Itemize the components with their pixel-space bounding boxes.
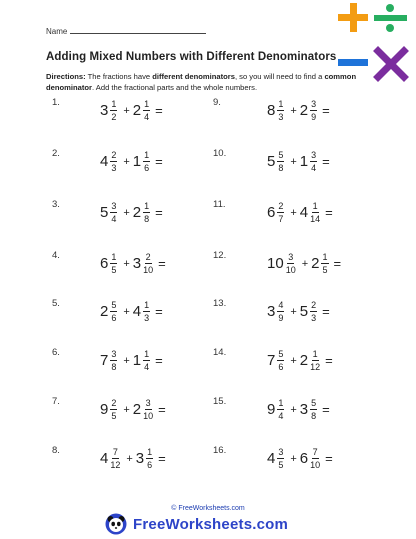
whole-number: 3 [100, 102, 109, 119]
problem-expression [100, 398, 166, 421]
numerator: 5 [311, 398, 317, 408]
numerator: 2 [311, 300, 317, 310]
problem-number: 13. [213, 298, 227, 309]
whole-number: 5 [100, 204, 109, 221]
problem-number: 1. [52, 97, 60, 108]
numerator: 2 [111, 398, 117, 408]
denominator: 5 [322, 265, 328, 275]
numerator: 3 [278, 447, 284, 457]
fraction [110, 99, 117, 122]
problem-number: 7. [52, 396, 60, 407]
denominator: 3 [311, 313, 317, 323]
directions-prefix: Directions: [46, 72, 86, 81]
whole-number: 5 [299, 303, 309, 320]
page-title: Adding Mixed Numbers with Different Denominators [46, 51, 337, 63]
divide-icon-dot-bottom [386, 24, 394, 32]
fraction [143, 300, 150, 323]
numerator: 3 [311, 99, 317, 109]
whole-number: 2 [132, 204, 142, 221]
plus-operator: + [123, 155, 130, 168]
equals-sign: = [325, 353, 333, 368]
denominator: 10 [143, 265, 154, 275]
panda-logo-icon [105, 513, 127, 535]
whole-number: 6 [100, 255, 109, 272]
fraction [277, 300, 284, 323]
denominator: 8 [111, 362, 117, 372]
plus-operator: + [123, 305, 130, 318]
footer-url: © FreeWorksheets.com [171, 505, 245, 512]
problem-expression [267, 252, 341, 275]
denominator: 3 [111, 163, 117, 173]
fraction [143, 150, 150, 173]
directions-text-1: The fractions have [85, 72, 153, 81]
equals-sign: = [333, 256, 342, 271]
equals-sign: = [158, 451, 166, 466]
numerator: 2 [145, 252, 151, 262]
denominator: 4 [311, 163, 317, 173]
problem-number: 4. [52, 250, 60, 261]
whole-number: 9 [100, 401, 109, 418]
whole-number: 1 [299, 153, 309, 170]
problem-number: 11. [213, 199, 226, 210]
problem-number: 5. [52, 298, 60, 309]
fraction [143, 349, 150, 372]
denominator: 4 [144, 362, 150, 372]
problem-expression [267, 150, 330, 173]
problem-number: 2. [52, 148, 60, 159]
equals-sign: = [155, 205, 163, 220]
numerator: 2 [278, 201, 284, 211]
equals-sign: = [322, 154, 330, 169]
brand-name: FreeWorksheets.com [133, 515, 289, 533]
numerator: 1 [111, 99, 117, 109]
whole-number: 7 [100, 352, 109, 369]
fraction [110, 447, 120, 470]
whole-number: 4 [267, 450, 276, 467]
problem-expression [267, 349, 333, 372]
numerator: 1 [144, 99, 150, 109]
whole-number: 2 [132, 401, 142, 418]
denominator: 4 [278, 411, 284, 421]
denominator: 5 [111, 265, 117, 275]
whole-number: 2 [299, 352, 309, 369]
plus-operator: + [123, 206, 130, 219]
problem-expression [100, 300, 163, 323]
fraction [143, 99, 150, 122]
denominator: 10 [143, 411, 154, 421]
denominator: 5 [278, 460, 284, 470]
plus-operator: + [126, 452, 133, 465]
numerator: 3 [111, 349, 117, 359]
plus-operator: + [290, 452, 297, 465]
whole-number: 4 [100, 450, 109, 467]
equals-sign: = [158, 402, 166, 417]
numerator: 1 [312, 349, 318, 359]
whole-number: 2 [299, 102, 309, 119]
fraction [277, 398, 284, 421]
denominator: 6 [144, 163, 150, 173]
directions-bold-1: different denominators [152, 72, 235, 81]
numerator: 1 [144, 150, 150, 160]
denominator: 8 [311, 411, 317, 421]
plus-operator: + [290, 155, 297, 168]
problem-number: 6. [52, 347, 60, 358]
numerator: 1 [312, 201, 318, 211]
numerator: 3 [311, 150, 317, 160]
divide-icon-dot-top [386, 4, 394, 12]
fraction [310, 99, 317, 122]
name-line [70, 25, 206, 34]
fraction [143, 398, 153, 421]
problem-number: 14. [213, 347, 227, 358]
plus-operator: + [123, 403, 130, 416]
numerator: 3 [111, 201, 117, 211]
denominator: 14 [310, 214, 321, 224]
denominator: 3 [144, 313, 150, 323]
fraction [143, 252, 153, 275]
numerator: 5 [111, 300, 117, 310]
equals-sign: = [322, 304, 330, 319]
fraction [110, 398, 117, 421]
divide-icon [374, 15, 407, 21]
plus-operator: + [290, 104, 297, 117]
fraction [110, 252, 117, 275]
denominator: 5 [111, 411, 117, 421]
fraction [310, 349, 320, 372]
numerator: 1 [144, 201, 150, 211]
denominator: 12 [310, 362, 321, 372]
fraction [277, 349, 284, 372]
times-icon [373, 46, 409, 82]
plus-operator: + [123, 354, 130, 367]
fraction [110, 150, 117, 173]
problem-expression [267, 447, 333, 470]
plus-operator: + [123, 257, 130, 270]
problem-expression [100, 252, 166, 275]
whole-number: 7 [267, 352, 276, 369]
numerator: 1 [278, 99, 284, 109]
fraction [110, 201, 117, 224]
fraction [277, 201, 284, 224]
directions [46, 71, 376, 93]
denominator: 6 [111, 313, 117, 323]
equals-sign: = [322, 103, 330, 118]
equals-sign: = [325, 205, 333, 220]
whole-number: 3 [132, 255, 142, 272]
plus-operator: + [123, 104, 130, 117]
whole-number: 6 [267, 204, 276, 221]
equals-sign: = [155, 304, 163, 319]
fraction [310, 300, 317, 323]
plus-icon-vertical [350, 3, 357, 32]
numerator: 3 [288, 252, 294, 262]
directions-bold-2: common denominator [46, 72, 357, 92]
denominator: 12 [110, 460, 121, 470]
numerator: 7 [112, 447, 118, 457]
whole-number: 1 [132, 352, 142, 369]
whole-number: 9 [267, 401, 276, 418]
fraction [277, 447, 284, 470]
equals-sign: = [325, 451, 333, 466]
numerator: 1 [322, 252, 328, 262]
denominator: 4 [111, 214, 117, 224]
problem-number: 12. [213, 250, 227, 261]
denominator: 8 [278, 163, 284, 173]
plus-operator: + [301, 257, 309, 270]
problem-expression [100, 447, 166, 470]
fraction [286, 252, 296, 275]
fraction [321, 252, 328, 275]
equals-sign: = [155, 154, 163, 169]
footer-brand [105, 512, 288, 536]
denominator: 9 [278, 313, 284, 323]
whole-number: 2 [311, 255, 320, 272]
equals-sign: = [155, 103, 163, 118]
whole-number: 3 [135, 450, 145, 467]
minus-icon [338, 59, 368, 66]
denominator: 2 [111, 112, 117, 122]
problem-expression [100, 349, 163, 372]
whole-number: 6 [299, 450, 309, 467]
denominator: 10 [310, 460, 321, 470]
whole-number: 4 [299, 204, 309, 221]
denominator: 9 [311, 112, 317, 122]
denominator: 8 [144, 214, 150, 224]
name-label: Name [46, 27, 68, 36]
problem-expression [267, 201, 333, 224]
problem-expression [100, 150, 163, 173]
equals-sign: = [158, 256, 166, 271]
fraction [110, 349, 117, 372]
fraction [110, 300, 117, 323]
fraction [146, 447, 153, 470]
plus-operator: + [290, 305, 297, 318]
numerator: 5 [278, 150, 284, 160]
fraction [277, 99, 284, 122]
fraction [310, 398, 317, 421]
fraction [310, 447, 320, 470]
fraction [143, 201, 150, 224]
numerator: 5 [278, 349, 284, 359]
denominator: 4 [144, 112, 150, 122]
problem-expression [100, 201, 163, 224]
equals-sign: = [322, 402, 330, 417]
denominator: 3 [278, 112, 284, 122]
directions-text-2: , so you will need to find a [234, 72, 325, 81]
whole-number: 2 [132, 102, 142, 119]
whole-number: 4 [132, 303, 142, 320]
whole-number: 2 [100, 303, 109, 320]
problem-number: 10. [213, 148, 227, 159]
fraction [277, 150, 284, 173]
denominator: 7 [278, 214, 284, 224]
name-field [46, 25, 206, 36]
whole-number: 4 [100, 153, 109, 170]
whole-number: 8 [267, 102, 276, 119]
problem-number: 8. [52, 445, 60, 456]
fraction [310, 201, 320, 224]
problem-expression [267, 398, 330, 421]
numerator: 1 [111, 252, 117, 262]
numerator: 1 [144, 300, 150, 310]
numerator: 1 [278, 398, 284, 408]
plus-operator: + [290, 206, 297, 219]
directions-text-3: . Add the fractional parts and the whole numbers. [92, 83, 258, 92]
problem-number: 16. [213, 445, 227, 456]
problem-expression [267, 99, 330, 122]
problem-number: 15. [213, 396, 227, 407]
numerator: 2 [111, 150, 117, 160]
problem-number: 3. [52, 199, 60, 210]
whole-number: 3 [299, 401, 309, 418]
whole-number: 5 [267, 153, 276, 170]
whole-number: 1 [132, 153, 142, 170]
plus-operator: + [290, 354, 297, 367]
whole-number: 3 [267, 303, 276, 320]
plus-operator: + [290, 403, 297, 416]
denominator: 6 [278, 362, 284, 372]
numerator: 3 [145, 398, 151, 408]
numerator: 4 [278, 300, 284, 310]
equals-sign: = [155, 353, 163, 368]
numerator: 7 [312, 447, 318, 457]
denominator: 6 [147, 460, 153, 470]
problem-expression [267, 300, 330, 323]
denominator: 10 [285, 265, 296, 275]
problem-expression [100, 99, 163, 122]
problem-number: 9. [213, 97, 221, 108]
numerator: 1 [147, 447, 153, 457]
whole-number: 10 [267, 255, 284, 272]
numerator: 1 [144, 349, 150, 359]
fraction [310, 150, 317, 173]
